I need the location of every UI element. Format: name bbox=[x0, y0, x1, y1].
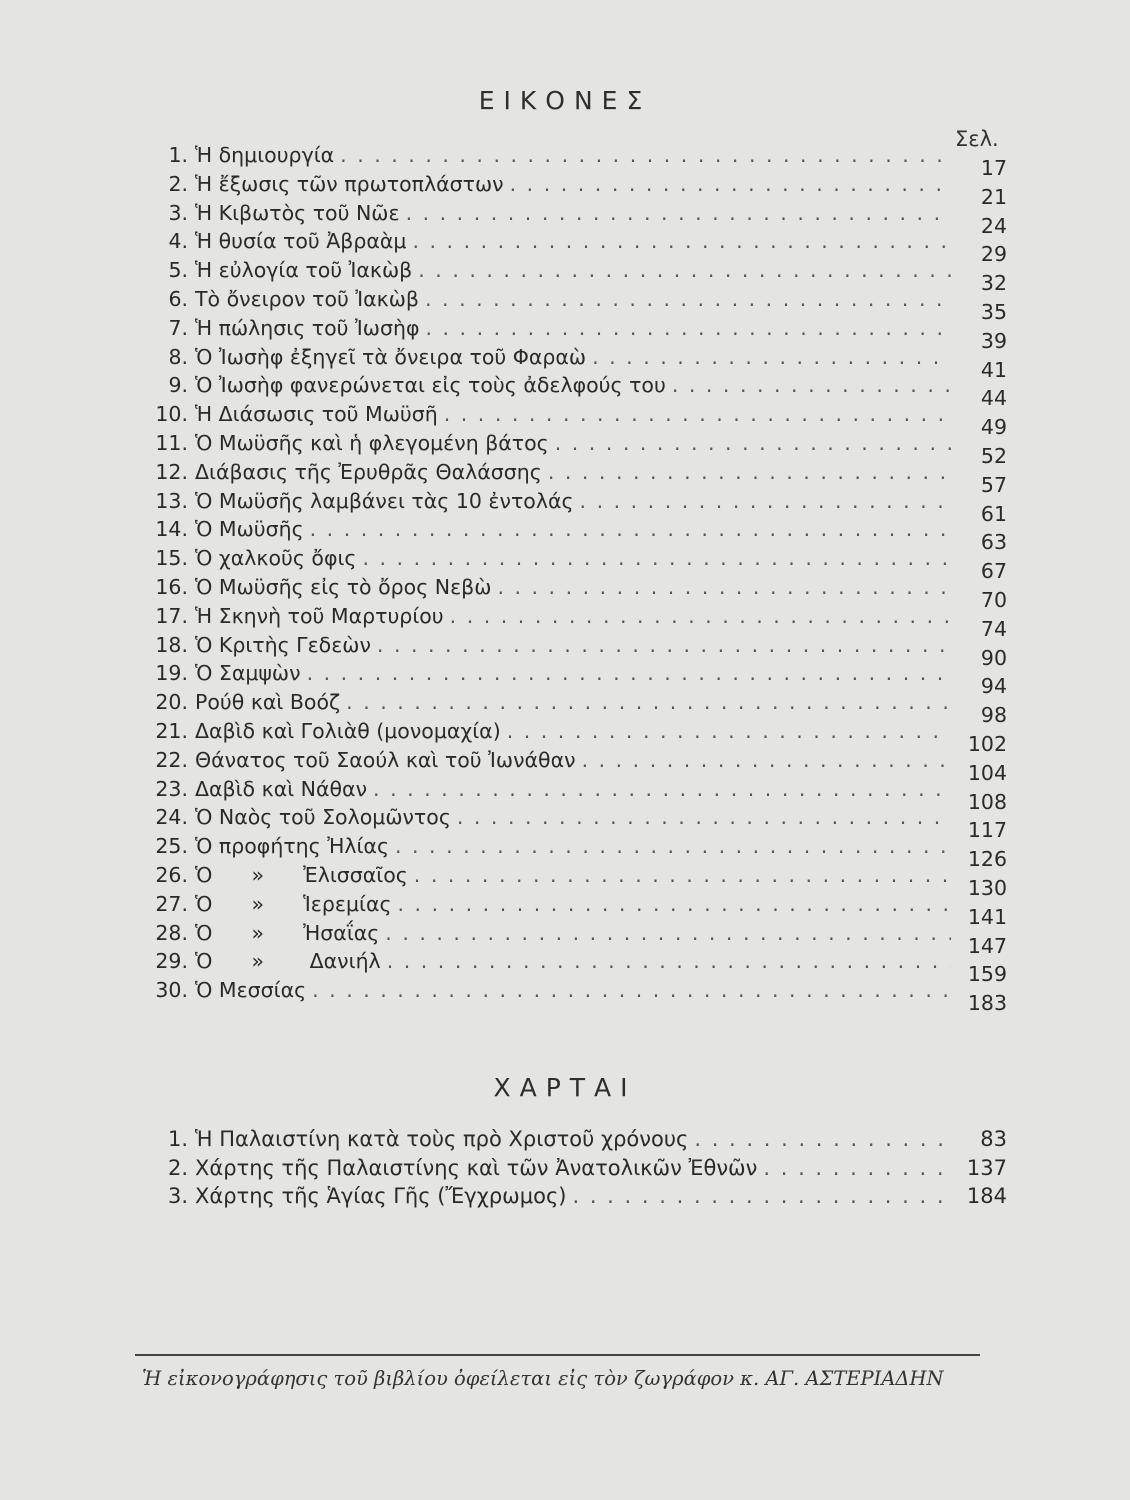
dot-leader bbox=[387, 947, 951, 976]
item-page: 102 bbox=[967, 731, 1007, 756]
dot-leader bbox=[385, 919, 951, 948]
item-number: 29. bbox=[155, 949, 188, 974]
list-item bbox=[147, 746, 1007, 785]
item-number: 19. bbox=[155, 661, 188, 686]
item-number: 25. bbox=[155, 834, 188, 859]
item-title: Ὁ Μεσσίας bbox=[195, 978, 307, 1003]
list-item bbox=[147, 1154, 1007, 1183]
list-item bbox=[147, 199, 1007, 238]
list-item bbox=[147, 919, 1007, 958]
item-title: Θάνατος τοῦ Σαούλ καὶ τοῦ Ἰωνάθαν bbox=[195, 747, 576, 772]
item-number: 15. bbox=[155, 546, 188, 571]
list-item bbox=[147, 573, 1007, 612]
item-page: 83 bbox=[980, 1127, 1007, 1151]
dot-leader bbox=[450, 602, 951, 631]
dot-leader bbox=[312, 976, 951, 1005]
item-page: 98 bbox=[980, 703, 1007, 728]
item-page: 24 bbox=[980, 213, 1007, 238]
item-title: Ἡ Σκηνὴ τοῦ Μαρτυρίου bbox=[195, 603, 444, 628]
item-title: Ὁ Μωϋσῆς εἰς τὸ ὄρος Νεβὼ bbox=[195, 574, 492, 599]
item-page: 41 bbox=[980, 357, 1007, 382]
item-page: 44 bbox=[980, 386, 1007, 411]
list-item bbox=[147, 429, 1007, 468]
dot-leader bbox=[572, 1182, 951, 1211]
dot-leader bbox=[425, 314, 951, 343]
item-number: 4. bbox=[168, 229, 188, 254]
item-page: 159 bbox=[967, 962, 1007, 987]
item-title: Ὁ Ἰωσὴφ ἐξηγεῖ τὰ ὄνειρα τοῦ Φαραὼ bbox=[195, 344, 587, 369]
item-number: 11. bbox=[155, 430, 188, 455]
item-title: Ὁ » Ἠσαΐας bbox=[195, 920, 380, 945]
list-item bbox=[147, 659, 1007, 699]
list-item bbox=[147, 947, 1007, 987]
item-title: Ἡ δημιουργία bbox=[195, 143, 335, 167]
list-item bbox=[147, 544, 1007, 584]
item-page: 21 bbox=[980, 184, 1007, 209]
dot-leader bbox=[548, 458, 951, 487]
list-item bbox=[147, 314, 1007, 353]
item-number: 9. bbox=[168, 373, 188, 398]
dot-leader bbox=[582, 746, 951, 775]
dot-leader bbox=[310, 515, 951, 544]
page-column-label: Σελ. bbox=[955, 127, 999, 151]
item-page: 184 bbox=[966, 1184, 1007, 1208]
item-number: 18. bbox=[155, 632, 188, 657]
item-page: 141 bbox=[967, 904, 1007, 929]
list-item bbox=[147, 227, 1007, 267]
list-item bbox=[147, 515, 1007, 555]
dot-leader bbox=[346, 688, 951, 717]
item-page: 17 bbox=[980, 156, 1007, 180]
item-number: 6. bbox=[168, 286, 188, 311]
list-item bbox=[147, 141, 1007, 180]
dot-leader bbox=[507, 717, 951, 746]
item-number: 28. bbox=[155, 920, 188, 945]
item-title: Ὁ Μωϋσῆς λαμβάνει τὰς 10 ἐντολάς bbox=[195, 488, 574, 513]
item-title: Ὁ Ναὸς τοῦ Σολομῶντος bbox=[195, 805, 451, 830]
item-page: 67 bbox=[980, 559, 1007, 584]
list-item bbox=[147, 861, 1007, 900]
dot-leader bbox=[592, 343, 951, 372]
list-item bbox=[147, 371, 1007, 411]
dot-leader bbox=[555, 429, 951, 458]
illustrator-credit: Ἡ εἰκονογράφησις τοῦ βιβλίου ὀφείλεται εἰς τὸν ζωγράφον κ. ΑΓ. ΑΣΤΕΡΙΑΔΗΝ bbox=[142, 1367, 944, 1390]
item-title: Διάβασις τῆς Ἐρυθρᾶς Θαλάσσης bbox=[195, 459, 542, 484]
item-number: 14. bbox=[155, 517, 188, 542]
dot-leader bbox=[672, 371, 951, 400]
dot-leader bbox=[373, 775, 951, 804]
item-title: Ὁ Σαμψὼν bbox=[195, 661, 301, 686]
dot-leader bbox=[694, 1125, 951, 1154]
illustrations-list bbox=[147, 141, 1007, 1016]
item-number: 20. bbox=[155, 690, 188, 715]
item-page: 29 bbox=[980, 242, 1007, 267]
maps-heading: ΧΑΡΤΑΙ bbox=[493, 1073, 637, 1102]
item-number: 5. bbox=[168, 258, 188, 283]
item-title: Ὁ προφήτης Ἠλίας bbox=[195, 834, 389, 859]
list-item bbox=[147, 803, 1007, 843]
item-number: 1. bbox=[168, 143, 188, 167]
list-item bbox=[147, 487, 1007, 526]
footer-rule bbox=[135, 1354, 980, 1356]
item-title: Δαβὶδ καὶ Νάθαν bbox=[195, 776, 368, 801]
dot-leader bbox=[307, 659, 951, 688]
item-number: 23. bbox=[155, 776, 188, 801]
item-number: 2. bbox=[168, 171, 188, 196]
list-item bbox=[147, 458, 1007, 497]
item-number: 30. bbox=[155, 978, 188, 1003]
dot-leader bbox=[340, 141, 951, 170]
list-item bbox=[147, 343, 1007, 382]
item-number: 3. bbox=[167, 1184, 188, 1208]
list-item bbox=[147, 285, 1007, 324]
item-page: 70 bbox=[980, 587, 1007, 612]
item-title: Ἡ εὐλογία τοῦ Ἰακὼβ bbox=[195, 258, 413, 283]
illustrations-heading: ΕΙΚΟΝΕΣ bbox=[478, 86, 652, 115]
item-title: Ὁ » Ἐλισσαῖος bbox=[195, 862, 408, 887]
list-item bbox=[147, 1125, 1007, 1154]
item-page: 183 bbox=[967, 991, 1007, 1016]
dot-leader bbox=[398, 890, 952, 919]
item-title: Ἡ Κιβωτὸς τοῦ Νῶε bbox=[195, 200, 400, 225]
list-item bbox=[147, 717, 1007, 756]
list-item bbox=[147, 890, 1007, 929]
item-page: 117 bbox=[967, 818, 1007, 843]
list-item bbox=[147, 832, 1007, 872]
maps-list bbox=[147, 1125, 1007, 1211]
item-number: 10. bbox=[155, 402, 188, 427]
item-page: 35 bbox=[980, 299, 1007, 324]
item-page: 137 bbox=[966, 1155, 1007, 1180]
item-page: 147 bbox=[967, 933, 1007, 958]
item-title: Τὸ ὄνειρον τοῦ Ἰακὼβ bbox=[195, 286, 420, 311]
dot-leader bbox=[414, 861, 951, 890]
item-title: Ἡ ἔξωσις τῶν πρωτοπλάστων bbox=[195, 171, 504, 196]
item-title: Ὁ χαλκοῦς ὄφις bbox=[195, 546, 357, 571]
list-item bbox=[147, 631, 1007, 670]
item-page: 108 bbox=[967, 789, 1007, 814]
item-page: 74 bbox=[980, 616, 1007, 641]
item-page: 130 bbox=[967, 875, 1007, 900]
dot-leader bbox=[362, 544, 951, 573]
item-number: 12. bbox=[155, 459, 188, 484]
item-number: 8. bbox=[168, 344, 188, 369]
item-number: 13. bbox=[155, 488, 188, 513]
item-page: 61 bbox=[980, 501, 1007, 526]
list-item bbox=[147, 256, 1007, 296]
item-page: 104 bbox=[967, 760, 1007, 785]
dot-leader bbox=[444, 400, 951, 429]
list-item bbox=[147, 1182, 1007, 1211]
item-title: Ὁ » Ἱερεμίας bbox=[195, 891, 392, 916]
item-title: Ὁ Κριτὴς Γεδεὼν bbox=[195, 632, 371, 657]
list-item bbox=[147, 775, 1007, 814]
list-item bbox=[147, 976, 1007, 1016]
dot-leader bbox=[457, 803, 951, 832]
item-number: 22. bbox=[155, 747, 188, 772]
item-page: 90 bbox=[980, 645, 1007, 670]
item-number: 16. bbox=[155, 574, 188, 599]
list-item bbox=[147, 400, 1007, 440]
list-item bbox=[147, 602, 1007, 641]
item-title: Ὁ Μωϋσῆς καὶ ἡ φλεγομένη βάτος bbox=[195, 430, 549, 455]
item-number: 2. bbox=[167, 1155, 188, 1180]
item-title: Ὁ Ἰωσὴφ φανερώνεται εἰς τοὺς ἀδελφούς του bbox=[195, 373, 666, 398]
dot-leader bbox=[763, 1154, 951, 1183]
item-page: 57 bbox=[980, 472, 1007, 497]
item-page: 52 bbox=[980, 443, 1007, 468]
dot-leader bbox=[418, 256, 951, 285]
item-number: 7. bbox=[168, 315, 188, 340]
item-page: 32 bbox=[980, 271, 1007, 296]
item-title: Χάρτης τῆς Παλαιστίνης καὶ τῶν Ἀνατολικῶν Ἐθνῶν bbox=[195, 1155, 758, 1180]
item-page: 49 bbox=[980, 415, 1007, 440]
item-page: 63 bbox=[980, 530, 1007, 555]
item-page: 94 bbox=[980, 674, 1007, 699]
item-number: 27. bbox=[155, 891, 188, 916]
item-title: Χάρτης τῆς Ἁγίας Γῆς (Ἔγχρωμος) bbox=[195, 1184, 567, 1208]
item-title: Ἡ πώλησις τοῦ Ἰωσὴφ bbox=[195, 315, 420, 340]
dot-leader bbox=[510, 170, 951, 199]
item-title: Ἡ Παλαιστίνη κατὰ τοὺς πρὸ Χριστοῦ χρόνους bbox=[195, 1127, 689, 1151]
item-title: Ρούθ καὶ Βοόζ bbox=[195, 690, 341, 715]
item-page: 39 bbox=[980, 328, 1007, 353]
dot-leader bbox=[580, 487, 951, 516]
item-number: 17. bbox=[155, 603, 188, 628]
item-number: 26. bbox=[155, 862, 188, 887]
dot-leader bbox=[406, 199, 951, 228]
item-number: 24. bbox=[155, 805, 188, 830]
item-number: 3. bbox=[168, 200, 188, 225]
dot-leader bbox=[377, 631, 951, 660]
item-title: Δαβὶδ καὶ Γολιὰθ (μονομαχία) bbox=[195, 718, 501, 743]
item-title: Ὁ Μωϋσῆς bbox=[195, 517, 304, 542]
item-number: 21. bbox=[155, 718, 188, 743]
dot-leader bbox=[497, 573, 951, 602]
list-item bbox=[147, 688, 1007, 728]
dot-leader bbox=[425, 285, 951, 314]
item-number: 1. bbox=[167, 1127, 188, 1151]
dot-leader bbox=[395, 832, 951, 861]
dot-leader bbox=[412, 227, 951, 256]
item-title: Ἡ Διάσωσις τοῦ Μωϋσῆ bbox=[195, 402, 438, 427]
list-item bbox=[147, 170, 1007, 209]
item-page: 126 bbox=[967, 847, 1007, 872]
item-title: Ἡ θυσία τοῦ Ἀβραὰμ bbox=[195, 229, 407, 254]
item-title: Ὁ » Δανιήλ bbox=[195, 949, 381, 974]
